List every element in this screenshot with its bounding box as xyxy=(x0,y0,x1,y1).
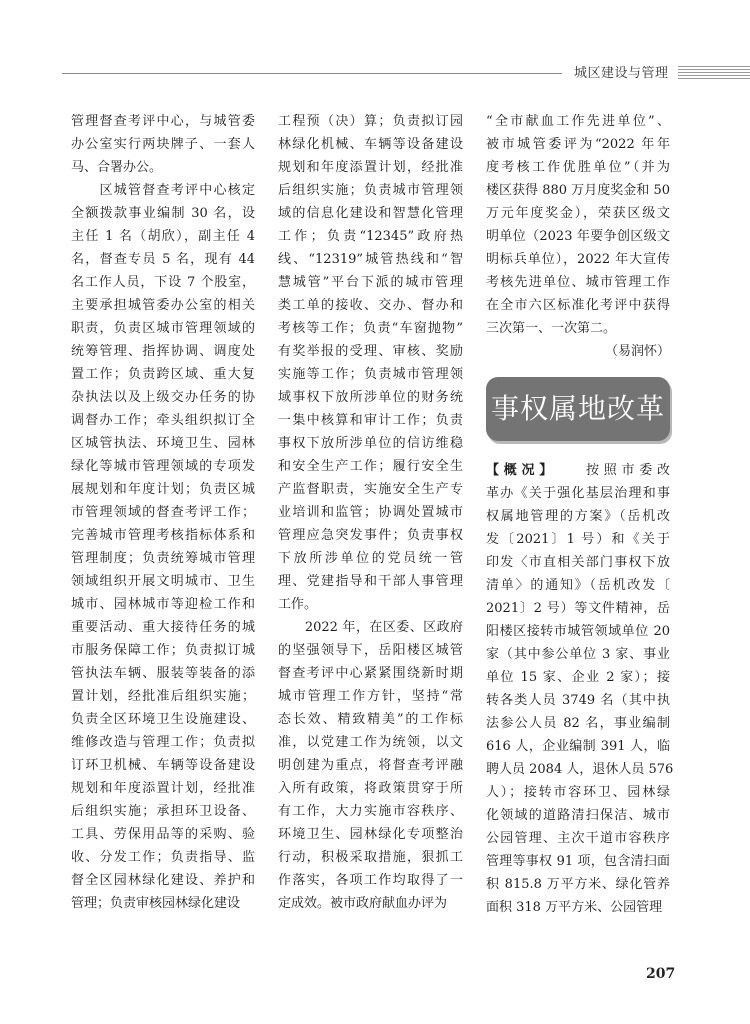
text-line: 清单〉的通知》（岳机改发〔 xyxy=(486,578,670,593)
text-line: 完善城市管理考核指标体系和 xyxy=(71,528,255,543)
text-line: 公园管理、主次干道市容秩序 xyxy=(486,831,670,846)
text-line: 行动，积极采取措施，狠抓工 xyxy=(278,850,463,865)
text-line: 慧城管”平台下派的城市管理 xyxy=(278,275,463,290)
text-line: 主任 1 名（胡欣），副主任 4 xyxy=(71,229,255,244)
section-heading-badge: 事权属地改革 xyxy=(486,377,670,441)
text-line: 管理应急突发事件；负责事权 xyxy=(278,528,463,543)
text-line: 616 人，企业编制 391 人，临 xyxy=(486,739,670,754)
text-line: 名，督查专员 5 名，现有 44 xyxy=(71,252,255,267)
text-line: 转各类人员 3749 名（其中执 xyxy=(486,693,670,708)
text-line: 化领域的道路清扫保洁、城市 xyxy=(486,808,670,823)
text-line: 度考核工作优胜单位”（并为 xyxy=(486,160,670,175)
running-header xyxy=(0,60,750,86)
text-line: 工作；负责“12345”政府热 xyxy=(278,229,463,244)
text-line: 管理；负责审核园林绿化建设 xyxy=(71,896,241,911)
text-line: 职责，负责区城市管理领域的 xyxy=(71,321,255,336)
text-line: 城市、园林城市等迎检工作和 xyxy=(71,597,255,612)
text-line: 和安全生产工作；履行安全生 xyxy=(278,459,463,474)
text-line: 考核等工作；负责“车窗抛物” xyxy=(278,321,463,336)
text-line: 后组织实施；负责城市管理领 xyxy=(278,183,463,198)
text-line: 调督办工作；牵头组织拟订全 xyxy=(71,413,255,428)
text-line: 杂执法以及上级交办任务的协 xyxy=(71,390,255,405)
text-line: 管理督查考评中心，与城管委 xyxy=(71,114,255,129)
text-line: 督全区园林绿化建设、养护和 xyxy=(71,873,255,888)
text-line: 工程预（决）算；负责拟订园 xyxy=(278,114,463,129)
text-line: 理、党建指导和干部人事管理 xyxy=(278,574,463,589)
text-line: 管理制度；负责统筹城市管理 xyxy=(71,551,255,566)
text-line: 面积 318 万平方米、公园管理 xyxy=(486,900,663,915)
text-line: 实施等工作；负责城市管理领 xyxy=(278,367,463,382)
text-line: 域的信息化建设和智慧化管理 xyxy=(278,206,463,221)
text-line: 域事权下放所涉单位的财务统 xyxy=(278,390,463,405)
text-line: 三次第一、一次第二。 xyxy=(486,321,617,336)
text-line: 订环卫机械、车辆等设备建设 xyxy=(71,758,255,773)
text-column-2 xyxy=(278,110,463,915)
text-line: 发〔2021〕1 号）和《关于 xyxy=(486,532,670,547)
text-line: 线、“12319”城管热线和“智 xyxy=(278,252,463,267)
text-line: 全额拨款事业编制 30 名，设 xyxy=(71,206,255,221)
text-line: 督查考评中心紧紧围绕新时期 xyxy=(278,666,463,681)
text-line: 印发〈市直相关部门事权下放 xyxy=(486,555,670,570)
text-line: 区城管督查考评中心核定 xyxy=(71,183,255,198)
text-line: 区城管执法、环境卫生、园林 xyxy=(71,436,255,451)
text-line: 革办《关于强化基层治理和事 xyxy=(486,486,670,501)
text-line: 权属地管理的方案》（岳机改 xyxy=(486,509,670,524)
text-line: 负责全区环境卫生设施建设、 xyxy=(71,712,255,727)
overview-line-text: 按照市委改 xyxy=(550,463,670,478)
text-line: 马、合署办公。 xyxy=(71,160,163,175)
text-line: 家（其中参公单位 3 家、事业 xyxy=(486,647,670,662)
text-line: 楼区获得 880 万月度奖金和 50 xyxy=(486,183,670,198)
header-stripe-decoration xyxy=(678,66,750,81)
overview-label: 【概况】 xyxy=(486,463,551,478)
text-line: 规划和年度添置计划，经批准 xyxy=(71,781,255,796)
text-column-3 xyxy=(486,110,670,363)
text-line: 管执法车辆、服装等装备的添 xyxy=(71,666,255,681)
text-line: 明单位（2023 年要争创区级文 xyxy=(486,229,670,244)
text-line: 明创建为重点，将督查考评融 xyxy=(278,758,463,773)
text-line: 后组织实施；承担环卫设备、 xyxy=(71,804,255,819)
text-line: 维修改造与管理工作；负责拟 xyxy=(71,735,255,750)
text-line: 置工作；负责跨区域、重大复 xyxy=(71,367,255,382)
text-line: 市服务保障工作；负责拟订城 xyxy=(71,643,255,658)
text-line: 2021〕2 号）等文件精神，岳 xyxy=(486,601,670,616)
text-line: 作落实，各项工作均取得了一 xyxy=(278,873,463,888)
text-line: “全市献血工作先进单位”、 xyxy=(486,114,670,129)
text-line: 重要活动、重大接待任务的城 xyxy=(71,620,255,635)
page-number: 207 xyxy=(646,966,676,982)
text-line: 绿化等城市管理领域的专项发 xyxy=(71,459,255,474)
text-line: 置计划，经批准后组织实施； xyxy=(71,689,255,704)
text-line: 事权下放所涉单位的信访维稳 xyxy=(278,436,463,451)
text-line: 业培训和监管；协调处置城市 xyxy=(278,505,463,520)
overview-line xyxy=(486,459,670,482)
text-line: 人）；接转市容环卫、园林绿 xyxy=(486,785,670,800)
text-line: 规划和年度添置计划，经批准 xyxy=(278,160,463,175)
text-line: 管理等事权 91 项，包含清扫面 xyxy=(486,854,670,869)
text-line: 办公室实行两块牌子、一套人 xyxy=(71,137,255,152)
header-rule xyxy=(62,73,562,74)
text-line: 考核先进单位、城市管理工作 xyxy=(486,275,670,290)
text-line: 被市城管委评为“2022 年年 xyxy=(486,137,670,152)
text-line: 主要承担城管委办公室的相关 xyxy=(71,298,255,313)
header-section-title: 城区建设与管理 xyxy=(574,66,669,81)
text-line: 聘人员 2084 人，退休人员 576 xyxy=(486,762,674,777)
text-line: 城市管理工作方针，坚持“常 xyxy=(278,689,463,704)
text-line: 收、分发工作；负责指导、监 xyxy=(71,850,255,865)
text-line: 名工作人员，下设 7 个股室， xyxy=(71,275,255,290)
text-line: 工具、劳保用品等的采购、验 xyxy=(71,827,255,842)
author-credit: （易润怀） xyxy=(604,344,670,359)
text-line: 法参公人员 82 名，事业编制 xyxy=(486,716,670,731)
text-line: 环境卫生、园林绿化专项整治 xyxy=(278,827,463,842)
text-line: 展规划和年度计划；负责区城 xyxy=(71,482,255,497)
text-line: 工作。 xyxy=(278,597,318,612)
text-line: 林绿化机械、车辆等设备建设 xyxy=(278,137,463,152)
text-line: 定成效。被市政府献血办评为 xyxy=(278,896,448,911)
text-line: 有工作，大力实施市容秩序、 xyxy=(278,804,463,819)
text-line: 有奖举报的受理、审核、奖励 xyxy=(278,344,463,359)
text-line: 下放所涉单位的党员统一管 xyxy=(278,551,463,566)
text-line: 类工单的接收、交办、督办和 xyxy=(278,298,463,313)
text-line: 统筹管理、指挥协调、调度处 xyxy=(71,344,255,359)
text-column-3-continued xyxy=(486,459,674,919)
text-line: 积 815.8 万平方米、绿化管养 xyxy=(486,877,670,892)
text-line: 准，以党建工作为统领，以文 xyxy=(278,735,463,750)
text-line: 单位 15 家、企业 2 家）；接 xyxy=(486,670,670,685)
text-line: 产监督职责，实施安全生产专 xyxy=(278,482,463,497)
text-line: 的坚强领导下，岳阳楼区城管 xyxy=(278,643,463,658)
text-line: 万元年度奖金），荣获区级文 xyxy=(486,206,670,221)
text-line: 市管理领域的督查考评工作； xyxy=(71,505,255,520)
text-line: 阳楼区接转市城管领域单位 20 xyxy=(486,624,670,639)
text-line: 领域组织开展文明城市、卫生 xyxy=(71,574,255,589)
text-line: 明标兵单位），2022 年大宣传 xyxy=(486,252,670,267)
text-column-1 xyxy=(71,110,255,915)
text-line: 入所有政策，将政策贯穿于所 xyxy=(278,781,463,796)
text-line: 一集中核算和审计工作；负责 xyxy=(278,413,463,428)
text-line: 态长效、精致精美”的工作标 xyxy=(278,712,463,727)
text-line: 2022 年，在区委、区政府 xyxy=(278,620,463,635)
text-line: 在全市六区标准化考评中获得 xyxy=(486,298,670,313)
